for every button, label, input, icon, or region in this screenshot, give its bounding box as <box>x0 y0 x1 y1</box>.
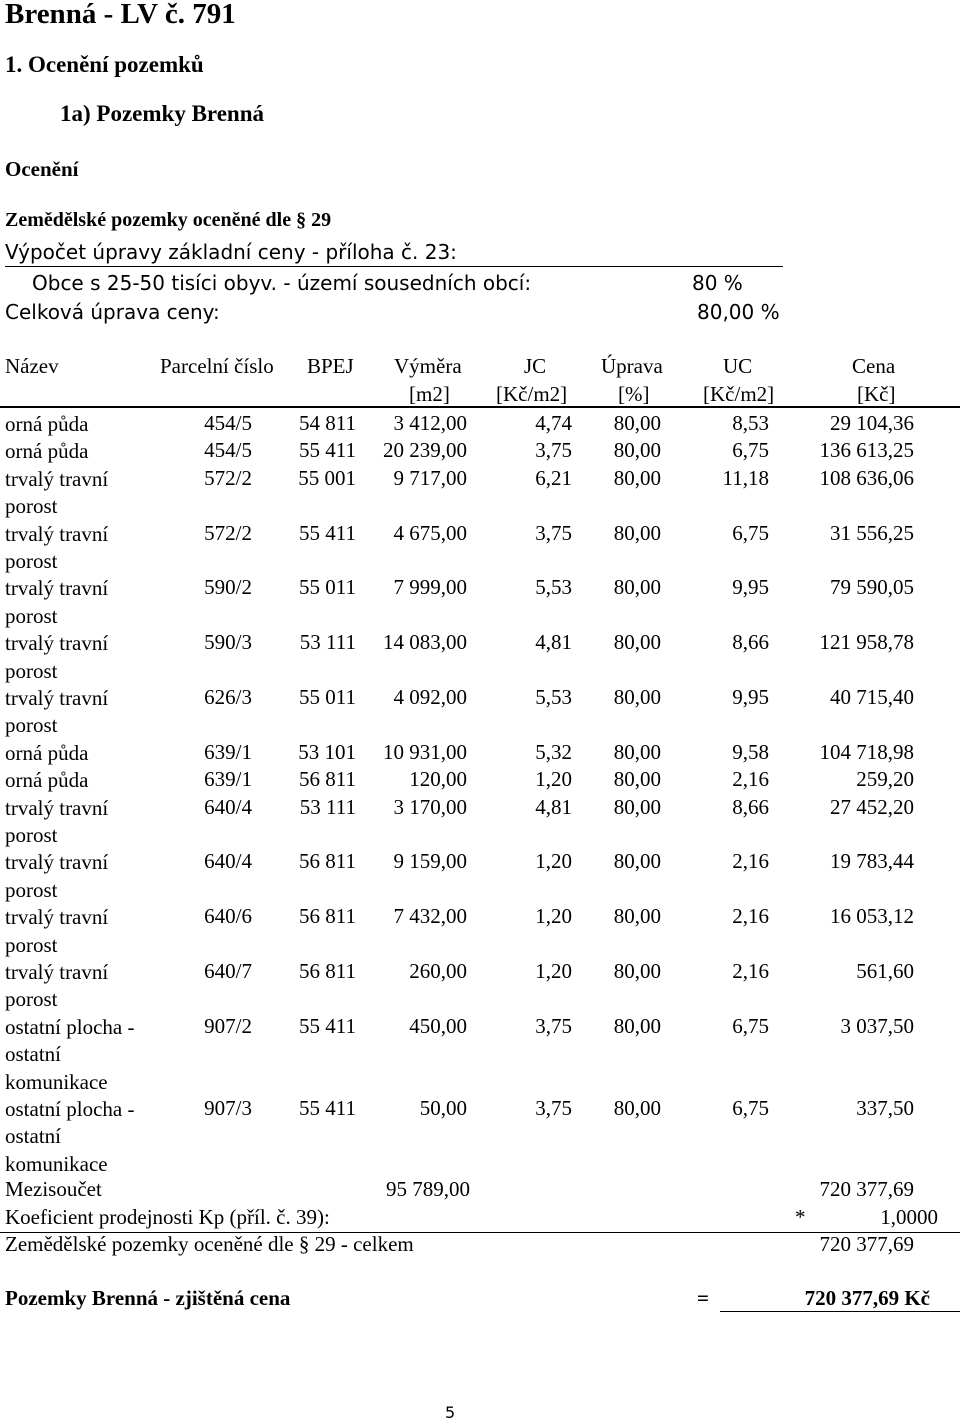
column-header-parcelni-cislo: Parcelní číslo <box>160 354 274 378</box>
cell-uc: 6,75 <box>732 1013 769 1038</box>
cell-uprava: 80,00 <box>613 520 661 545</box>
table-row <box>0 630 960 685</box>
cell-vymera: 9 159,00 <box>393 849 467 874</box>
table-row <box>0 767 960 794</box>
column-unit-vymera: [m2] <box>409 382 450 406</box>
cell-nazev: orná půda <box>5 740 89 765</box>
agricultural-total-value: 720 377,69 <box>819 1232 914 1256</box>
cell-uc: 8,53 <box>732 411 769 435</box>
cell-vymera: 120,00 <box>409 767 467 792</box>
cell-jc: 4,81 <box>535 794 572 819</box>
final-price-underline <box>720 1311 960 1312</box>
cell-cena: 19 783,44 <box>830 849 914 874</box>
subtotal-label: Mezisoučet <box>5 1177 102 1201</box>
divider <box>5 266 783 267</box>
cell-cena: 104 718,98 <box>819 739 914 764</box>
column-unit-jc: [Kč/m2] <box>496 382 568 406</box>
cell-cena: 40 715,40 <box>830 685 914 709</box>
cell-parcelni-cislo: 640/6 <box>204 904 252 929</box>
table-row <box>0 849 960 904</box>
document-title: Brenná - LV č. 791 <box>5 0 236 30</box>
cell-uprava: 80,00 <box>613 575 661 600</box>
section-heading: 1. Ocenění pozemků <box>5 52 204 77</box>
table-row <box>0 685 960 740</box>
cell-cena: 337,50 <box>856 1096 914 1120</box>
cell-nazev: trvalý travní porost <box>5 466 109 519</box>
column-header-nazev: Název <box>5 354 59 378</box>
cell-jc: 3,75 <box>535 438 572 463</box>
cell-vymera: 260,00 <box>409 959 467 983</box>
cell-uprava: 80,00 <box>613 739 661 764</box>
total-adjustment-value: 80,00 % <box>697 300 780 324</box>
municipality-value: 80 % <box>692 271 743 295</box>
cell-nazev: trvalý travní porost <box>5 576 109 628</box>
table-row <box>0 438 960 465</box>
cell-jc: 5,53 <box>535 685 572 709</box>
cell-vymera: 450,00 <box>409 1013 467 1038</box>
column-header-bpej: BPEJ <box>307 354 354 378</box>
column-unit-uc: [Kč/m2] <box>703 382 775 406</box>
cell-nazev: orná půda <box>5 768 89 793</box>
cell-uprava: 80,00 <box>613 630 661 655</box>
cell-bpej: 55 011 <box>299 575 356 600</box>
cell-nazev: trvalý travní porost <box>5 850 109 902</box>
final-price-label: Pozemky Brenná - zjištěná cena <box>5 1286 291 1310</box>
cell-parcelni-cislo: 640/4 <box>204 794 252 819</box>
cell-uprava: 80,00 <box>613 849 661 874</box>
cell-nazev: orná půda <box>5 412 89 436</box>
column-unit-cena: [Kč] <box>857 382 896 406</box>
cell-vymera: 10 931,00 <box>383 739 467 764</box>
cell-uprava: 80,00 <box>613 685 661 709</box>
cell-jc: 1,20 <box>535 849 572 874</box>
table-row <box>0 575 960 630</box>
cell-uprava: 80,00 <box>613 1096 661 1120</box>
subtotal-area: 95 789,00 <box>386 1177 470 1201</box>
column-header-uprava: Úprava <box>601 354 663 378</box>
cell-nazev: trvalý travní porost <box>5 631 109 683</box>
cell-cena: 561,60 <box>856 959 914 983</box>
column-header-cena: Cena <box>852 354 896 378</box>
cell-bpej: 55 411 <box>299 438 356 463</box>
cell-jc: 1,20 <box>535 767 572 792</box>
cell-bpej: 55 411 <box>299 1096 356 1120</box>
table-row <box>0 466 960 521</box>
cell-nazev: trvalý travní porost <box>5 521 109 573</box>
cell-vymera: 4 675,00 <box>393 520 467 545</box>
coefficient-operator: * <box>795 1205 806 1229</box>
adjustment-calc-label: Výpočet úpravy základní ceny - příloha č. 23: <box>5 240 457 264</box>
page-number: 5 <box>445 1403 456 1422</box>
cell-bpej: 54 811 <box>299 411 356 435</box>
column-header-uc: UC <box>723 354 753 378</box>
cell-uc: 6,75 <box>732 438 769 463</box>
cell-jc: 5,53 <box>535 575 572 600</box>
cell-parcelni-cislo: 454/5 <box>204 411 252 435</box>
table-row <box>0 1096 960 1178</box>
cell-bpej: 56 811 <box>299 849 356 874</box>
cell-bpej: 55 011 <box>299 685 356 709</box>
cell-jc: 4,81 <box>535 630 572 655</box>
cell-vymera: 20 239,00 <box>383 438 467 463</box>
cell-uc: 2,16 <box>732 849 769 874</box>
cell-uc: 2,16 <box>732 767 769 792</box>
cell-uprava: 80,00 <box>613 767 661 792</box>
cell-vymera: 9 717,00 <box>393 465 467 490</box>
cell-bpej: 55 411 <box>299 1013 356 1038</box>
table-row <box>0 795 960 850</box>
cell-parcelni-cislo: 907/3 <box>204 1096 252 1120</box>
cell-cena: 27 452,20 <box>830 794 914 819</box>
cell-jc: 1,20 <box>535 904 572 929</box>
cell-cena: 29 104,36 <box>830 411 914 435</box>
cell-uprava: 80,00 <box>613 904 661 929</box>
table-row <box>0 1014 960 1096</box>
final-price-equals: = <box>697 1286 709 1310</box>
cell-cena: 121 958,78 <box>819 630 914 655</box>
final-price-value: 720 377,69 Kč <box>804 1286 930 1310</box>
cell-parcelni-cislo: 639/1 <box>204 767 252 792</box>
cell-uprava: 80,00 <box>613 794 661 819</box>
table-row <box>0 959 960 1014</box>
column-unit-uprava: [%] <box>618 382 650 406</box>
cell-bpej: 53 111 <box>299 794 356 819</box>
subsection-heading: 1a) Pozemky Brenná <box>60 101 265 126</box>
cell-parcelni-cislo: 907/2 <box>204 1013 252 1038</box>
valuation-heading: Ocenění <box>5 157 79 181</box>
cell-vymera: 7 432,00 <box>393 904 467 929</box>
cell-jc: 6,21 <box>535 465 572 490</box>
cell-bpej: 55 411 <box>299 520 356 545</box>
cell-nazev: ostatní plocha - ostatní komunikace <box>5 1014 135 1094</box>
table-row <box>0 411 960 438</box>
cell-uc: 11,18 <box>722 465 769 490</box>
cell-parcelni-cislo: 640/7 <box>204 959 252 983</box>
cell-parcelni-cislo: 639/1 <box>204 739 252 764</box>
cell-uc: 8,66 <box>732 794 769 819</box>
cell-uprava: 80,00 <box>613 411 661 435</box>
coefficient-value: 1,0000 <box>880 1205 938 1229</box>
cell-cena: 108 636,06 <box>819 465 914 490</box>
cell-cena: 3 037,50 <box>840 1013 914 1038</box>
summary-divider <box>0 1232 960 1233</box>
cell-jc: 3,75 <box>535 1013 572 1038</box>
cell-vymera: 3 170,00 <box>393 794 467 819</box>
cell-jc: 3,75 <box>535 1096 572 1120</box>
cell-uc: 2,16 <box>732 904 769 929</box>
subtotal-price: 720 377,69 <box>819 1177 914 1201</box>
municipality-label: Obce s 25-50 tisíci obyv. - území sousedních obcí: <box>32 271 532 295</box>
column-header-vymera: Výměra <box>394 354 462 378</box>
agricultural-land-heading: Zemědělské pozemky oceněné dle § 29 <box>5 209 332 231</box>
cell-parcelni-cislo: 572/2 <box>204 465 252 490</box>
cell-uc: 9,95 <box>732 685 769 709</box>
cell-cena: 259,20 <box>856 767 914 792</box>
cell-jc: 1,20 <box>535 959 572 983</box>
cell-bpej: 56 811 <box>299 767 356 792</box>
cell-jc: 4,74 <box>535 411 572 435</box>
cell-nazev: orná půda <box>5 439 89 464</box>
cell-uprava: 80,00 <box>613 959 661 983</box>
cell-vymera: 3 412,00 <box>393 411 467 435</box>
agricultural-total-label: Zemědělské pozemky oceněné dle § 29 - celkem <box>5 1232 414 1256</box>
table-header-divider <box>0 406 960 408</box>
cell-nazev: ostatní plocha - ostatní komunikace <box>5 1097 135 1176</box>
cell-uc: 9,95 <box>732 575 769 600</box>
table-row <box>0 904 960 959</box>
cell-parcelni-cislo: 626/3 <box>204 685 252 709</box>
cell-uc: 6,75 <box>732 520 769 545</box>
coefficient-label: Koeficient prodejnosti Kp (příl. č. 39): <box>5 1205 330 1229</box>
total-adjustment-label: Celková úprava ceny: <box>5 300 220 324</box>
cell-uc: 6,75 <box>732 1096 769 1120</box>
cell-jc: 3,75 <box>535 520 572 545</box>
cell-uprava: 80,00 <box>613 465 661 490</box>
cell-cena: 79 590,05 <box>830 575 914 600</box>
cell-parcelni-cislo: 590/2 <box>204 575 252 600</box>
cell-cena: 16 053,12 <box>830 904 914 929</box>
cell-bpej: 55 001 <box>298 465 356 490</box>
cell-nazev: trvalý travní porost <box>5 686 109 738</box>
cell-nazev: trvalý travní porost <box>5 905 109 957</box>
cell-parcelni-cislo: 590/3 <box>204 630 252 655</box>
cell-uprava: 80,00 <box>613 1013 661 1038</box>
table-row <box>0 521 960 576</box>
cell-nazev: trvalý travní porost <box>5 960 109 1012</box>
cell-bpej: 56 811 <box>299 959 356 983</box>
cell-parcelni-cislo: 572/2 <box>204 520 252 545</box>
cell-cena: 136 613,25 <box>819 438 914 463</box>
cell-vymera: 4 092,00 <box>393 685 467 709</box>
cell-cena: 31 556,25 <box>830 520 914 545</box>
cell-uc: 9,58 <box>732 739 769 764</box>
cell-uc: 2,16 <box>732 959 769 983</box>
cell-bpej: 56 811 <box>299 904 356 929</box>
cell-bpej: 53 101 <box>298 739 356 764</box>
cell-vymera: 50,00 <box>419 1096 467 1120</box>
cell-uc: 8,66 <box>732 630 769 655</box>
table-row <box>0 740 960 767</box>
cell-nazev: trvalý travní porost <box>5 795 109 847</box>
cell-parcelni-cislo: 454/5 <box>204 438 252 463</box>
cell-vymera: 7 999,00 <box>393 575 467 600</box>
column-header-jc: JC <box>524 354 547 378</box>
cell-jc: 5,32 <box>535 739 572 764</box>
cell-bpej: 53 111 <box>299 630 356 655</box>
cell-vymera: 14 083,00 <box>383 630 467 655</box>
cell-parcelni-cislo: 640/4 <box>204 849 252 874</box>
cell-uprava: 80,00 <box>613 438 661 463</box>
